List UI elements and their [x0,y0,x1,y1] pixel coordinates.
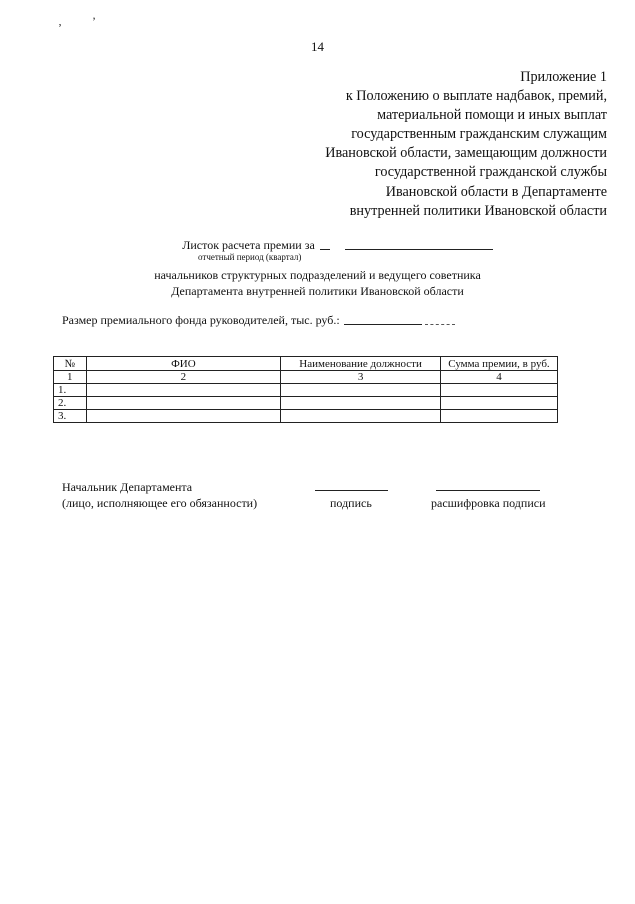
form-subtitle [0,267,635,299]
table-cell: 3 [281,371,441,384]
fund-size-blank [344,324,422,325]
signatory-title [62,480,257,511]
appendix-line: Ивановской области, замещающим должности [325,145,607,162]
decoding-line [436,490,540,491]
table-cell [440,397,557,410]
appendix-line: государственной гражданской службы [374,164,607,181]
form-title-text: Листок расчета премии за [182,238,315,252]
signature-line [315,490,388,491]
table-cell [281,410,441,423]
table-header-row [54,357,558,371]
form-title [0,238,635,253]
blank-line [320,249,330,250]
signatory-title-line: Начальник Департамента [62,480,193,494]
appendix-header [267,68,607,221]
decoding-caption: расшифровка подписи [431,496,546,510]
page-number: 14 [311,39,324,54]
table-cell: 2 [86,371,281,384]
header-number: № [54,357,87,371]
signature-caption: подпись [330,496,372,510]
table-cell: 1 [54,371,87,384]
table-cell [440,410,557,423]
table-cell: 3. [54,410,87,423]
table-cell [281,384,441,397]
table-row [54,397,558,410]
subtitle-line: Департамента внутренней политики Ивановской области [171,284,464,298]
appendix-line: Ивановской области в Департаменте [385,183,607,200]
appendix-line: Приложение 1 [520,69,607,85]
table-cell: 4 [440,371,557,384]
table-cell [281,397,441,410]
header-bonus-sum: Сумма премии, в руб. [440,357,557,371]
signatory-title-line: (лицо, исполняющее его обязанности) [62,495,258,510]
table-cell: 1. [54,384,87,397]
table-index-row [54,371,558,384]
table-row [54,410,558,423]
header-name: ФИО [86,357,281,371]
header-position: Наименование должности [281,357,441,371]
table-cell [86,410,281,423]
subtitle-line: начальников структурных подразделений и ведущего советника [154,268,481,282]
table-cell [86,384,281,397]
fund-size-line [62,313,455,328]
appendix-line: государственным гражданским служащим [351,126,607,143]
bonus-table [53,356,558,423]
table-cell [86,397,281,410]
table-cell: 2. [54,397,87,410]
table-row [54,384,558,397]
period-caption: отчетный период (квартал) [198,252,302,262]
appendix-line: материальной помощи и иных выплат [377,107,607,124]
blank-dashes [425,324,455,325]
appendix-line: к Положению о выплате надбавок, премий, [345,88,607,105]
fund-size-label: Размер премиального фонда руководителей, тыс. руб.: [62,313,340,327]
table-cell [440,384,557,397]
appendix-line: внутренней политики Ивановской области [349,202,607,219]
scan-artifact: ‚ ’ [58,14,96,28]
period-blank-line [345,249,493,250]
